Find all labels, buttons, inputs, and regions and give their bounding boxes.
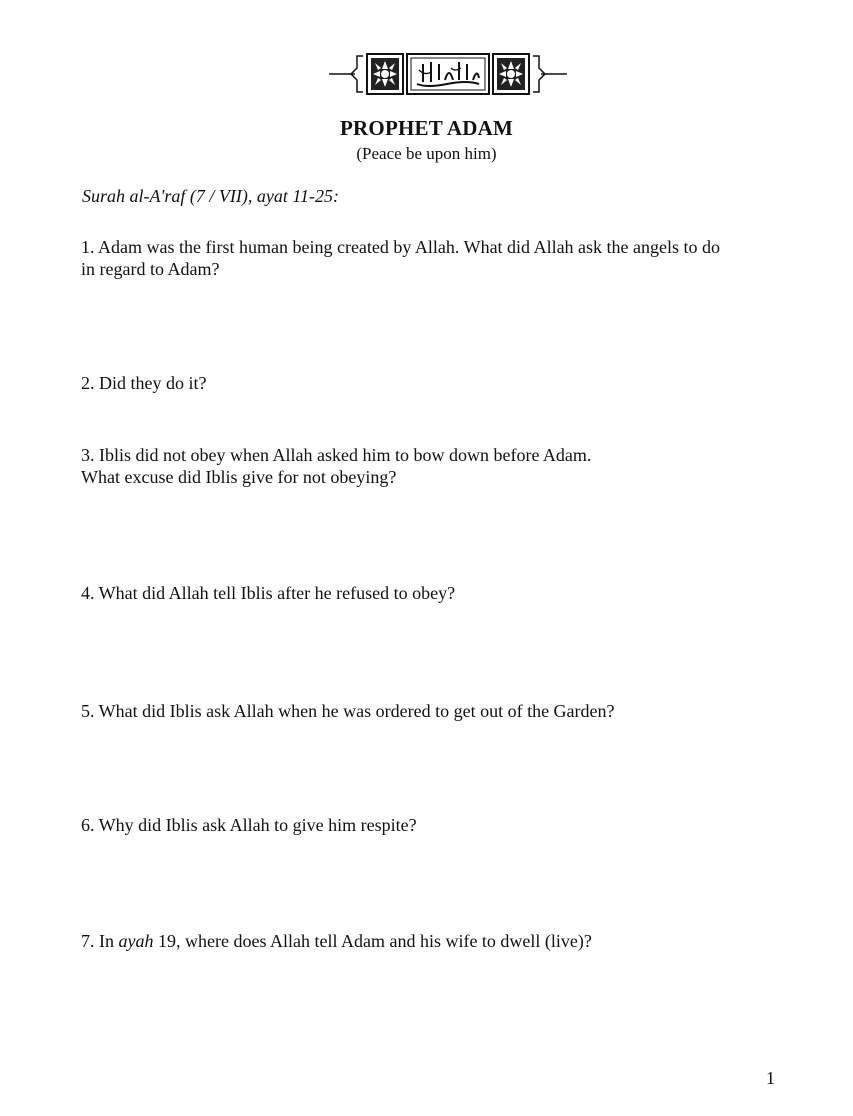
question-1 [81, 236, 821, 280]
surah-reference: Surah al-A'raf (7 / VII), ayat 11-25: [82, 186, 339, 206]
question-6 [81, 814, 821, 836]
question-5-line-1: 5. What did Iblis ask Allah when he was ordered to get out of the Garden? [81, 701, 615, 721]
page-title: PROPHET ADAM [340, 116, 513, 140]
question-4 [81, 582, 821, 604]
page-subtitle: (Peace be upon him) [356, 144, 497, 163]
page-number: 1 [766, 1068, 775, 1088]
question-2-line-1: 2. Did they do it? [81, 373, 207, 393]
question-2 [81, 372, 821, 394]
question-7-prefix: 7. In [81, 931, 119, 951]
question-1-line-1: 1. Adam was the first human being created by Allah. What did Allah ask the angels to do [81, 237, 721, 257]
question-3-line-1: 3. Iblis did not obey when Allah asked him to bow down before Adam. [81, 445, 592, 465]
question-5 [81, 700, 821, 722]
question-3-line-2: What excuse did Iblis give for not obeying? [81, 467, 397, 487]
question-6-line-1: 6. Why did Iblis ask Allah to give him respite? [81, 815, 417, 835]
question-4-line-1: 4. What did Allah tell Iblis after he refused to obey? [81, 583, 456, 603]
question-1-line-2: in regard to Adam? [81, 259, 220, 279]
question-3 [81, 444, 821, 488]
question-7-suffix: 19, where does Allah tell Adam and his wife to dwell (live)? [153, 931, 592, 951]
arabic-calligraphy-ornament-icon [327, 50, 569, 98]
question-7-line-1 [81, 930, 821, 952]
question-7 [81, 930, 821, 952]
question-7-emphasis: ayah [118, 931, 154, 951]
